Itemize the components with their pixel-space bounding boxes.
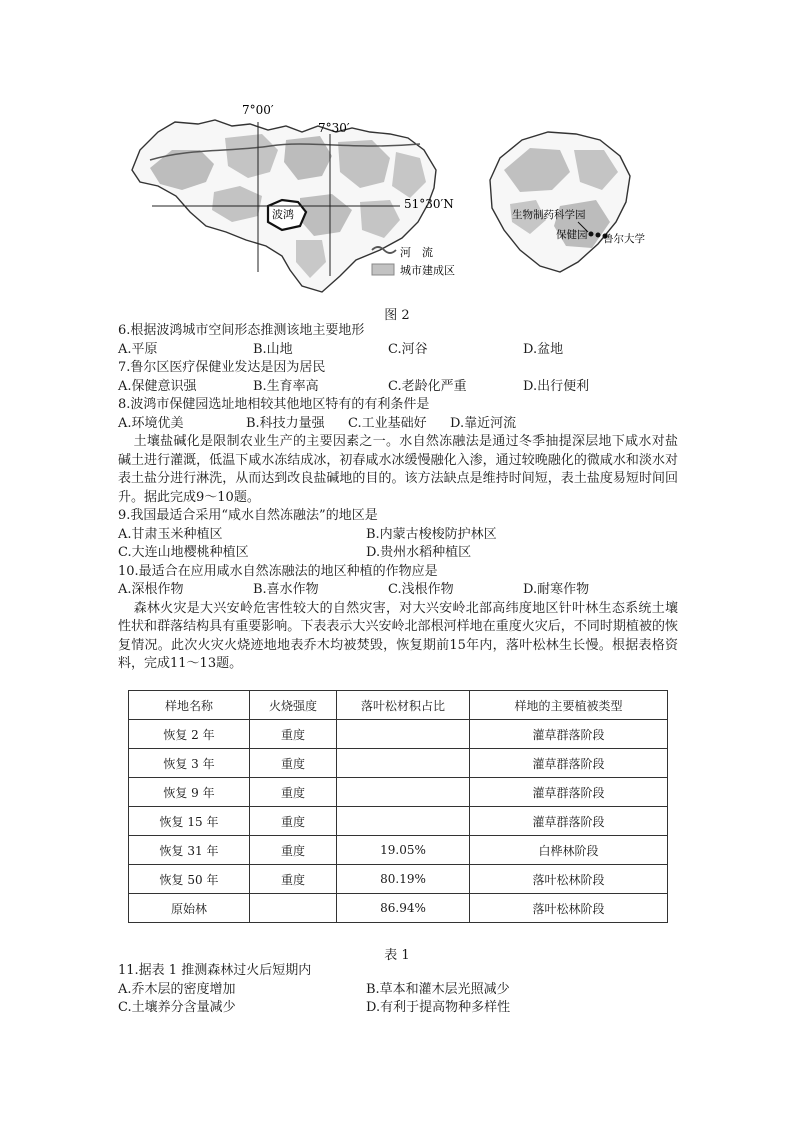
q8-options (118, 415, 678, 434)
q8-option-a: A.环境优美 (118, 415, 184, 431)
table-cell: 重度 (250, 749, 337, 778)
inset-health-label: 保健园 (556, 229, 588, 241)
table-row (129, 807, 668, 836)
inset-biopharma-label: 生物制药科学园 (512, 209, 586, 221)
table-cell: 恢复 15 年 (129, 807, 250, 836)
q10-stem: 10.最适合在应用咸水自然冻融法的地区种植的作物应是 (118, 563, 438, 579)
table-cell: 80.19% (337, 865, 470, 894)
q11-option-d: D.有利于提高物种多样性 (366, 1000, 511, 1015)
q10-option-b: B.喜水作物 (253, 582, 319, 597)
q6-option-a: A.平原 (118, 341, 158, 357)
table-caption: 表 1 (384, 948, 410, 963)
q11-option-a: A.乔木层的密度增加 (118, 981, 236, 997)
q8-option-b: B.科技力量强 (246, 415, 325, 431)
paragraph-salinization: 土壤盐碱化是限制农业生产的主要因素之一。水自然冻融法是通过冬季抽提深层地下咸水对盐碱土进行灌溉，低温下咸水冻结成冰，初春咸水冰缓慢融化入渗，通过较晚融化的微咸水和淡水对表土盐分进行淋洗，从而达到改良盐碱地的目的。该方法缺点是维持时间短，表土盐度易短时间回升。据此完成9～10题。 (118, 434, 678, 505)
table-cell: 19.05% (337, 836, 470, 865)
header-plot-name: 样地名称 (129, 691, 250, 720)
q9-stem: 9.我国最适合采用“咸水自然冻融法”的地区是 (118, 508, 378, 523)
table-cell (250, 894, 337, 923)
paragraph-forest-fire: 森林火灾是大兴安岭危害性较大的自然灾害，对大兴安岭北部高纬度地区针叶林生态系统土壤性状和群落结构具有重要影响。下表表示大兴安岭北部根河样地在重度火灾后，不同时期植被的恢复情况。此次火灾火烧迹地地表乔木均被焚毁，恢复期前15年内，落叶松林生长慢。根据表格资料，完成11～13题。 (118, 600, 678, 671)
table-cell (337, 749, 470, 778)
q10-options (118, 581, 678, 600)
table-cell: 重度 (250, 720, 337, 749)
q11-options-row2 (118, 999, 678, 1018)
q6-stem: 6.根据波鸿城市空间形态推测该地主要地形 (118, 323, 365, 338)
q9-options-row1 (118, 526, 678, 545)
table-cell: 重度 (250, 807, 337, 836)
q9-option-a: A.甘肃玉米种植区 (118, 526, 223, 542)
q7-option-c: C.老龄化严重 (388, 378, 467, 394)
inset-university-label: 鲁尔大学 (603, 233, 645, 245)
q8-option-d: D.靠近河流 (450, 415, 517, 431)
q7-option-a: A.保健意识强 (118, 378, 197, 394)
table-row (129, 894, 668, 923)
q7-option-d: D.出行便利 (523, 378, 590, 394)
table-cell: 原始林 (129, 894, 250, 923)
table-row (129, 749, 668, 778)
coord-lat: 51°30′N (404, 197, 454, 211)
table-cell: 重度 (250, 836, 337, 865)
table-cell: 恢复 2 年 (129, 720, 250, 749)
inset-point-2 (596, 233, 601, 238)
header-vegetation-type: 样地的主要植被类型 (470, 691, 668, 720)
table-cell: 重度 (250, 778, 337, 807)
q10-option-d: D.耐寒作物 (523, 582, 590, 597)
q7-option-b: B.生育率高 (253, 378, 319, 394)
q10-option-c: C.浅根作物 (388, 582, 454, 597)
table-row (129, 865, 668, 894)
table-cell (337, 778, 470, 807)
q6-options (118, 341, 678, 360)
figure-caption: 图 2 (384, 308, 410, 323)
table-cell (337, 807, 470, 836)
q10-option-a: A.深根作物 (118, 582, 184, 597)
table-cell: 白桦林阶段 (470, 836, 668, 865)
header-fire-intensity: 火烧强度 (250, 691, 337, 720)
q9-option-c: C.大连山地樱桃种植区 (118, 545, 249, 560)
q8-stem: 8.波鸿市保健园选址地相较其他地区特有的有利条件是 (118, 397, 430, 412)
q11-stem: 11.据表 1 推测森林过火后短期内 (118, 963, 312, 978)
header-larch-ratio: 落叶松材积占比 (337, 691, 470, 720)
table-cell: 恢复 3 年 (129, 749, 250, 778)
map-figure (0, 0, 794, 330)
table-cell: 灌草群落阶段 (470, 749, 668, 778)
table-cell: 灌草群落阶段 (470, 720, 668, 749)
coord-7-30: 7°30′ (318, 121, 350, 135)
q8-option-c: C.工业基础好 (348, 415, 427, 431)
q6-option-b: B.山地 (253, 341, 293, 357)
table-cell: 落叶松林阶段 (470, 865, 668, 894)
table-cell: 落叶松林阶段 (470, 894, 668, 923)
table-cell: 恢复 50 年 (129, 865, 250, 894)
q6-option-d: D.盆地 (523, 341, 564, 357)
q9-option-d: D.贵州水稻种植区 (366, 545, 472, 560)
recovery-table (128, 690, 668, 923)
table-cell: 恢复 31 年 (129, 836, 250, 865)
table-row (129, 778, 668, 807)
q11-option-c: C.土壤养分含量减少 (118, 1000, 236, 1015)
table-cell: 灌草群落阶段 (470, 778, 668, 807)
q11-option-b: B.草本和灌木层光照减少 (366, 981, 510, 997)
q7-stem: 7.鲁尔区医疗保健业发达是因为居民 (118, 360, 326, 375)
table-cell: 重度 (250, 865, 337, 894)
table-header-row (129, 691, 668, 720)
table-row (129, 720, 668, 749)
q11-block (118, 962, 678, 1018)
table-cell (337, 720, 470, 749)
table-cell: 86.94% (337, 894, 470, 923)
q11-options-row1 (118, 981, 678, 1000)
table-row (129, 836, 668, 865)
coord-7-00: 7°00′ (242, 103, 274, 117)
legend-river-label: 河 流 (400, 246, 433, 259)
legend-urban-label: 城市建成区 (400, 264, 455, 277)
q7-options (118, 378, 678, 397)
inset-point-1 (589, 232, 594, 237)
table-cell: 灌草群落阶段 (470, 807, 668, 836)
legend-urban-symbol (372, 264, 394, 275)
q9-options-row2 (118, 544, 678, 563)
city-label: 波鸿 (272, 208, 294, 221)
figure-2 (0, 0, 794, 330)
q9-option-b: B.内蒙古梭梭防护林区 (366, 526, 497, 542)
table-cell: 恢复 9 年 (129, 778, 250, 807)
q6-option-c: C.河谷 (388, 341, 428, 357)
question-content (118, 322, 678, 674)
